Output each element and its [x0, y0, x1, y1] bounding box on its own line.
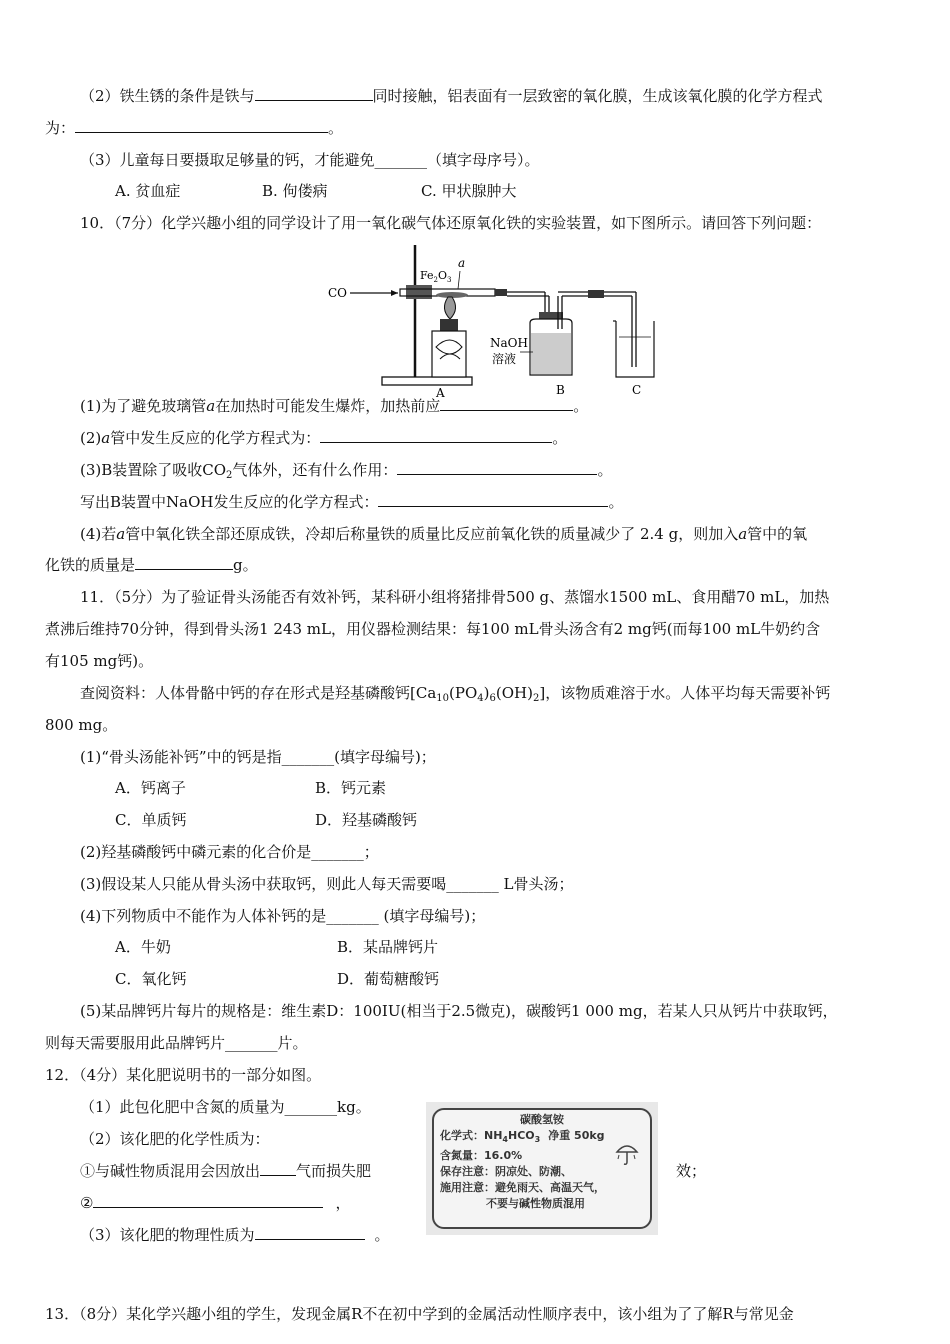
text: 。 — [328, 119, 344, 137]
var: a — [101, 429, 111, 447]
q12-sub1: （1）此包化肥中含氮的质量为_______kg。 — [80, 1098, 371, 1116]
var: a — [738, 525, 748, 543]
solution-label: 溶液 — [492, 352, 517, 366]
text: 。 — [597, 461, 613, 479]
q10-sub4-line1 — [80, 524, 807, 544]
q11-sub5-line2: 则每天需要服用此品牌钙片_______片。 — [45, 1034, 308, 1052]
q11-reference-line2: 800 mg。 — [45, 716, 118, 734]
text: g。 — [233, 556, 258, 574]
text: 写出B装置中NaOH发生反应的化学方程式： — [80, 493, 379, 511]
q11-sub1-option-a: A．钙离子 — [115, 779, 186, 797]
text: ]，该物质难溶于水。人体平均每天需要补钙 — [539, 684, 831, 702]
subscript: 3 — [534, 1135, 541, 1144]
text: 。 — [374, 1226, 390, 1244]
co-label: CO — [328, 286, 348, 300]
var: a — [206, 397, 216, 415]
q12-sub2-item1 — [80, 1161, 371, 1181]
q10-sub3-equation — [80, 492, 624, 512]
text: 管中发生反应的化学方程式为： — [110, 429, 321, 447]
answer-blank[interactable] — [255, 86, 373, 101]
text: HCO — [508, 1129, 535, 1142]
label-usage2: 不要与碱性物质混用 — [486, 1197, 585, 1210]
q11-stem-line1: 11．（5分）为了验证骨头汤能否有效补钙，某科研小组将猪排骨500 g、蒸馏水1500 mL、食用醋70 mL，加热 — [80, 588, 830, 606]
answer-blank[interactable] — [397, 460, 597, 475]
answer-blank[interactable] — [260, 1161, 296, 1176]
answer-blank[interactable] — [440, 396, 573, 411]
subscript: 10 — [436, 693, 450, 704]
text: 。 — [608, 493, 624, 511]
text: （2）铁生锈的条件是铁与 — [80, 87, 255, 105]
subscript: 2 — [226, 470, 233, 481]
q10-sub3 — [80, 460, 612, 486]
answer-blank[interactable] — [378, 492, 608, 507]
fertilizer-label — [426, 1102, 658, 1235]
fe2o3-label: $Fe_2O_3$ — [420, 269, 452, 284]
q10-sub1 — [80, 396, 588, 416]
q11-sub4-option-d: D．葡萄糖酸钙 — [337, 970, 440, 988]
q11-stem-line3: 有105 mg钙)。 — [45, 652, 154, 670]
q9-part2-line1 — [80, 86, 823, 106]
umbrella-icon — [614, 1140, 640, 1166]
subscript: 2 — [532, 693, 540, 704]
label-usage: 施用注意：避免雨天、高温天气， — [440, 1181, 605, 1194]
text: (3)B装置除了吸收CO — [80, 461, 227, 479]
text: 管中氧化铁全部还原成铁，冷却后称量铁的质量比反应前氧化铁的质量减少了 2.4 g，则加入 — [125, 525, 739, 543]
q11-sub1: (1)“骨头汤能补钙”中的钙是指_______(填字母编号)； — [80, 748, 436, 766]
text: ①与碱性物质混用会因放出 — [80, 1162, 261, 1180]
text: ② — [80, 1194, 94, 1212]
text: 查阅资料：人体骨骼中钙的存在形式是羟基磷酸钙[Ca — [80, 684, 437, 702]
q11-sub4-option-b: B．某品牌钙片 — [337, 938, 439, 956]
text: 管中的氧 — [747, 525, 808, 543]
q9-part3: （3）儿童每日要摄取足够量的钙，才能避免_______（填字母序号）。 — [80, 151, 540, 169]
q11-sub2: (2)羟基磷酸钙中磷元素的化合价是_______； — [80, 843, 379, 861]
text: 气体外，还有什么作用： — [232, 461, 398, 479]
answer-blank[interactable] — [75, 118, 328, 133]
q11-sub4-option-c: C．氧化钙 — [115, 970, 187, 988]
q11-sub5-line1: (5)某品牌钙片每片的规格是：维生素D：100IU(相当于2.5微克)，碳酸钙1 000 mg，若某人只从钙片中获取钙， — [80, 1002, 838, 1020]
apparatus-c-label: C — [632, 383, 642, 397]
q12-sub2-item2 — [80, 1193, 350, 1213]
q11-sub3: (3)假设某人只能从骨头汤中获取钙，则此人每天需要喝_______ L骨头汤； — [80, 875, 574, 893]
q10-stem: 10．（7分）化学兴趣小组的同学设计了用一氧化碳气体还原氧化铁的实验装置，如下图所示。请回答下列问题： — [80, 214, 822, 232]
text: 。 — [552, 429, 568, 447]
q12-stem: 12．（4分）某化肥说明书的一部分如图。 — [45, 1066, 322, 1084]
q13-stem: 13．（8分）某化学兴趣小组的学生，发现金属R不在初中学到的金属活动性顺序表中，该小组为了了解R与常见金 — [45, 1305, 794, 1323]
tube-a-label: a — [458, 256, 466, 270]
q9-option-c: C. 甲状腺肿大 — [421, 182, 517, 200]
text: 为： — [45, 119, 76, 137]
apparatus-b-label: B — [556, 383, 565, 397]
naoh-label: NaOH — [490, 336, 528, 350]
text: (2) — [80, 429, 102, 447]
subscript: 4 — [502, 1135, 508, 1144]
co-reduction-apparatus-figure — [320, 237, 670, 402]
q11-sub4-option-a: A．牛奶 — [115, 938, 171, 956]
label-title: 碳酸氢铵 — [520, 1113, 564, 1126]
answer-blank[interactable] — [320, 428, 552, 443]
q11-sub4: (4)下列物质中不能作为人体补钙的是_______ (填字母编号)； — [80, 907, 486, 925]
text: 在加热时可能发生爆炸，加热前应 — [215, 397, 441, 415]
q12-sub2: （2）该化肥的化学性质为： — [80, 1130, 270, 1148]
q10-sub4-line2 — [45, 555, 258, 575]
q11-sub1-option-c: C．单质钙 — [115, 811, 187, 829]
text: (1)为了避免玻璃管 — [80, 397, 207, 415]
q12-sub3 — [80, 1225, 390, 1245]
text: 化铁的质量是 — [45, 556, 136, 574]
text: （3）该化肥的物理性质为 — [80, 1226, 255, 1244]
text: 化学式：NH — [440, 1129, 503, 1142]
q11-sub1-option-b: B．钙元素 — [315, 779, 387, 797]
text: (OH) — [495, 684, 533, 702]
q9-option-b: B. 佝偻病 — [262, 182, 328, 200]
q9-option-a: A. 贫血症 — [115, 182, 181, 200]
text: 。 — [573, 397, 589, 415]
subscript: 6 — [489, 693, 496, 704]
apparatus-a-label: A — [436, 386, 445, 400]
q9-part2-line2 — [45, 118, 343, 138]
q11-stem-line2: 煮沸后维持70分钟，得到骨头汤1 243 mL，用仪器检测结果：每100 mL骨头汤含有2 mg钙(而每100 mL牛奶约含 — [45, 620, 821, 638]
answer-blank[interactable] — [135, 555, 233, 570]
var: a — [116, 525, 126, 543]
q10-sub2 — [80, 428, 567, 448]
text: 同时接触，铝表面有一层致密的氧化膜，生成该氧化膜的化学方程式 — [372, 87, 823, 105]
label-storage: 保存注意：阴凉处、防潮、 — [440, 1165, 572, 1178]
answer-blank[interactable] — [255, 1225, 365, 1240]
subscript: 4 — [477, 693, 484, 704]
q11-reference-line1 — [80, 683, 830, 709]
text: (4)若 — [80, 525, 117, 543]
label-nitrogen: 含氮量：16.0% — [440, 1149, 523, 1162]
q11-sub1-option-d: D．羟基磷酸钙 — [315, 811, 418, 829]
label-border — [432, 1108, 652, 1229]
text: ， — [335, 1194, 351, 1212]
text: 气而损失肥 — [296, 1162, 372, 1180]
text: (PO — [449, 684, 478, 702]
q12-sub2-item1-end: 效； — [676, 1162, 707, 1180]
text: 净重 50kg — [548, 1129, 605, 1142]
text: ) — [483, 684, 490, 702]
answer-blank[interactable] — [93, 1193, 323, 1208]
